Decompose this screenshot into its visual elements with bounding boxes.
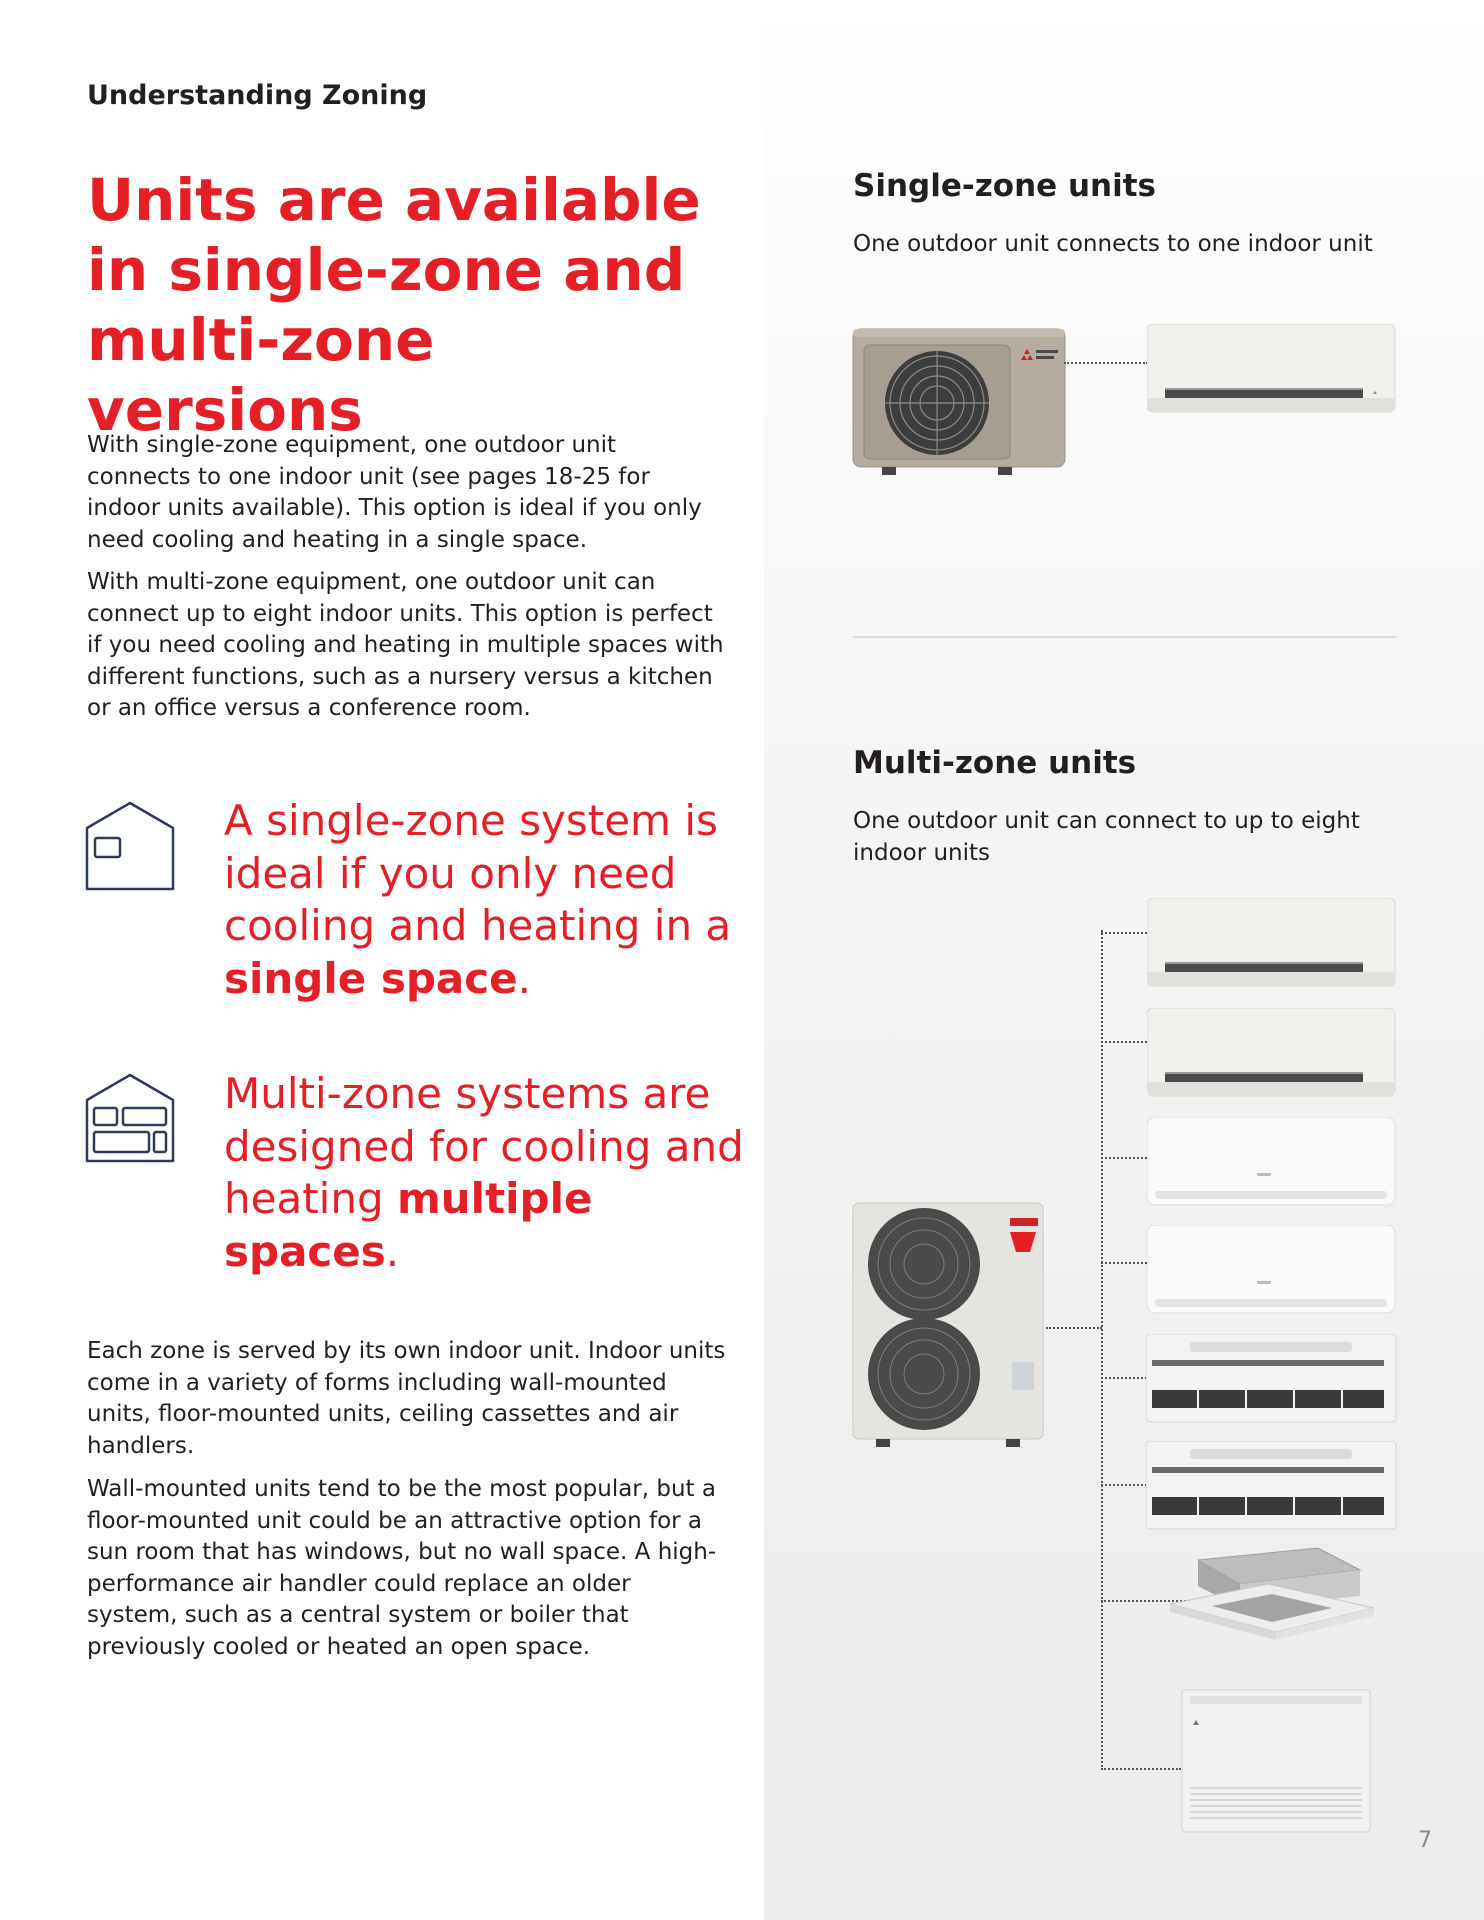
wall-unit-2-image <box>1147 1008 1397 1100</box>
callout-single-emphasis: single space <box>224 953 518 1003</box>
multi-zone-description: One outdoor unit can connect to up to eight indoor units <box>853 808 1360 866</box>
page-number: 7 <box>1418 1828 1432 1853</box>
connector-multi-spine <box>1101 930 1103 1770</box>
section-divider <box>853 636 1396 638</box>
callout-single-zone: A single-zone system is ideal if you only need cooling and heating in a single space. <box>224 796 732 1003</box>
house-multi-room-icon <box>84 1072 176 1164</box>
section-eyebrow: Understanding Zoning <box>87 80 428 111</box>
connector-multi-5 <box>1101 1377 1147 1379</box>
connector-single <box>1064 362 1148 364</box>
page-headline <box>87 165 727 445</box>
callout-multi-zone: Multi-zone systems are designed for cooling and heating multiple spaces. <box>224 1069 744 1276</box>
outdoor-unit-single-image <box>852 327 1068 477</box>
zone-paragraph-forms: Each zone is served by its own indoor unit. Indoor units come in a variety of forms including wall-mounted units, floor-mounted units, ceiling cassettes and air handlers. <box>87 1338 726 1459</box>
connector-multi-trunk <box>1046 1327 1102 1329</box>
intro-paragraph-multi: With multi-zone equipment, one outdoor unit can connect up to eight indoor units. This option is perfect if you need cooling and heating in multiple spaces with different functions, such as a nursery versus a kitchen or an office versus a conference room. <box>87 569 724 721</box>
headline-line-2: in single-zone and <box>87 236 686 304</box>
connector-multi-8 <box>1101 1768 1181 1770</box>
single-zone-description: One outdoor unit connects to one indoor unit <box>853 231 1373 257</box>
wall-unit-4-image <box>1147 1225 1397 1317</box>
outdoor-unit-multi-image <box>852 1202 1046 1448</box>
connector-multi-6 <box>1101 1484 1147 1486</box>
headline-line-1: Units are available <box>87 166 701 234</box>
wall-unit-1-image <box>1147 898 1397 990</box>
wall-unit-3-image <box>1147 1117 1397 1209</box>
wall-unit-single-image <box>1147 324 1397 416</box>
intro-paragraph-single: With single-zone equipment, one outdoor unit connects to one indoor unit (see pages 18-25 for indoor units available). This option is ideal if you only need cooling and heating in a single space. <box>87 432 702 553</box>
floor-mounted-unit-image <box>1180 1688 1374 1836</box>
connector-multi-3 <box>1101 1157 1147 1159</box>
ceiling-suspended-unit-2-image <box>1146 1441 1398 1533</box>
multi-zone-title: Multi-zone units <box>853 745 1137 781</box>
connector-multi-4 <box>1101 1262 1147 1264</box>
callout-multi-emphasis: multiple spaces <box>224 1174 593 1276</box>
single-zone-title: Single-zone units <box>853 168 1156 204</box>
zone-paragraph-examples: Wall-mounted units tend to be the most popular, but a floor-mounted unit could be an attractive option for a sun room that has windows, but no wall space. A high-performance air handler could replace an older system, such as a central system or boiler that previously cooled or heated an open space. <box>87 1476 717 1660</box>
ceiling-suspended-unit-1-image <box>1146 1334 1398 1426</box>
connector-multi-2 <box>1101 1041 1147 1043</box>
house-single-room-icon <box>84 800 176 892</box>
headline-line-3: multi-zone versions <box>87 306 435 444</box>
connector-multi-1 <box>1101 932 1147 934</box>
ceiling-cassette-image <box>1168 1546 1378 1658</box>
